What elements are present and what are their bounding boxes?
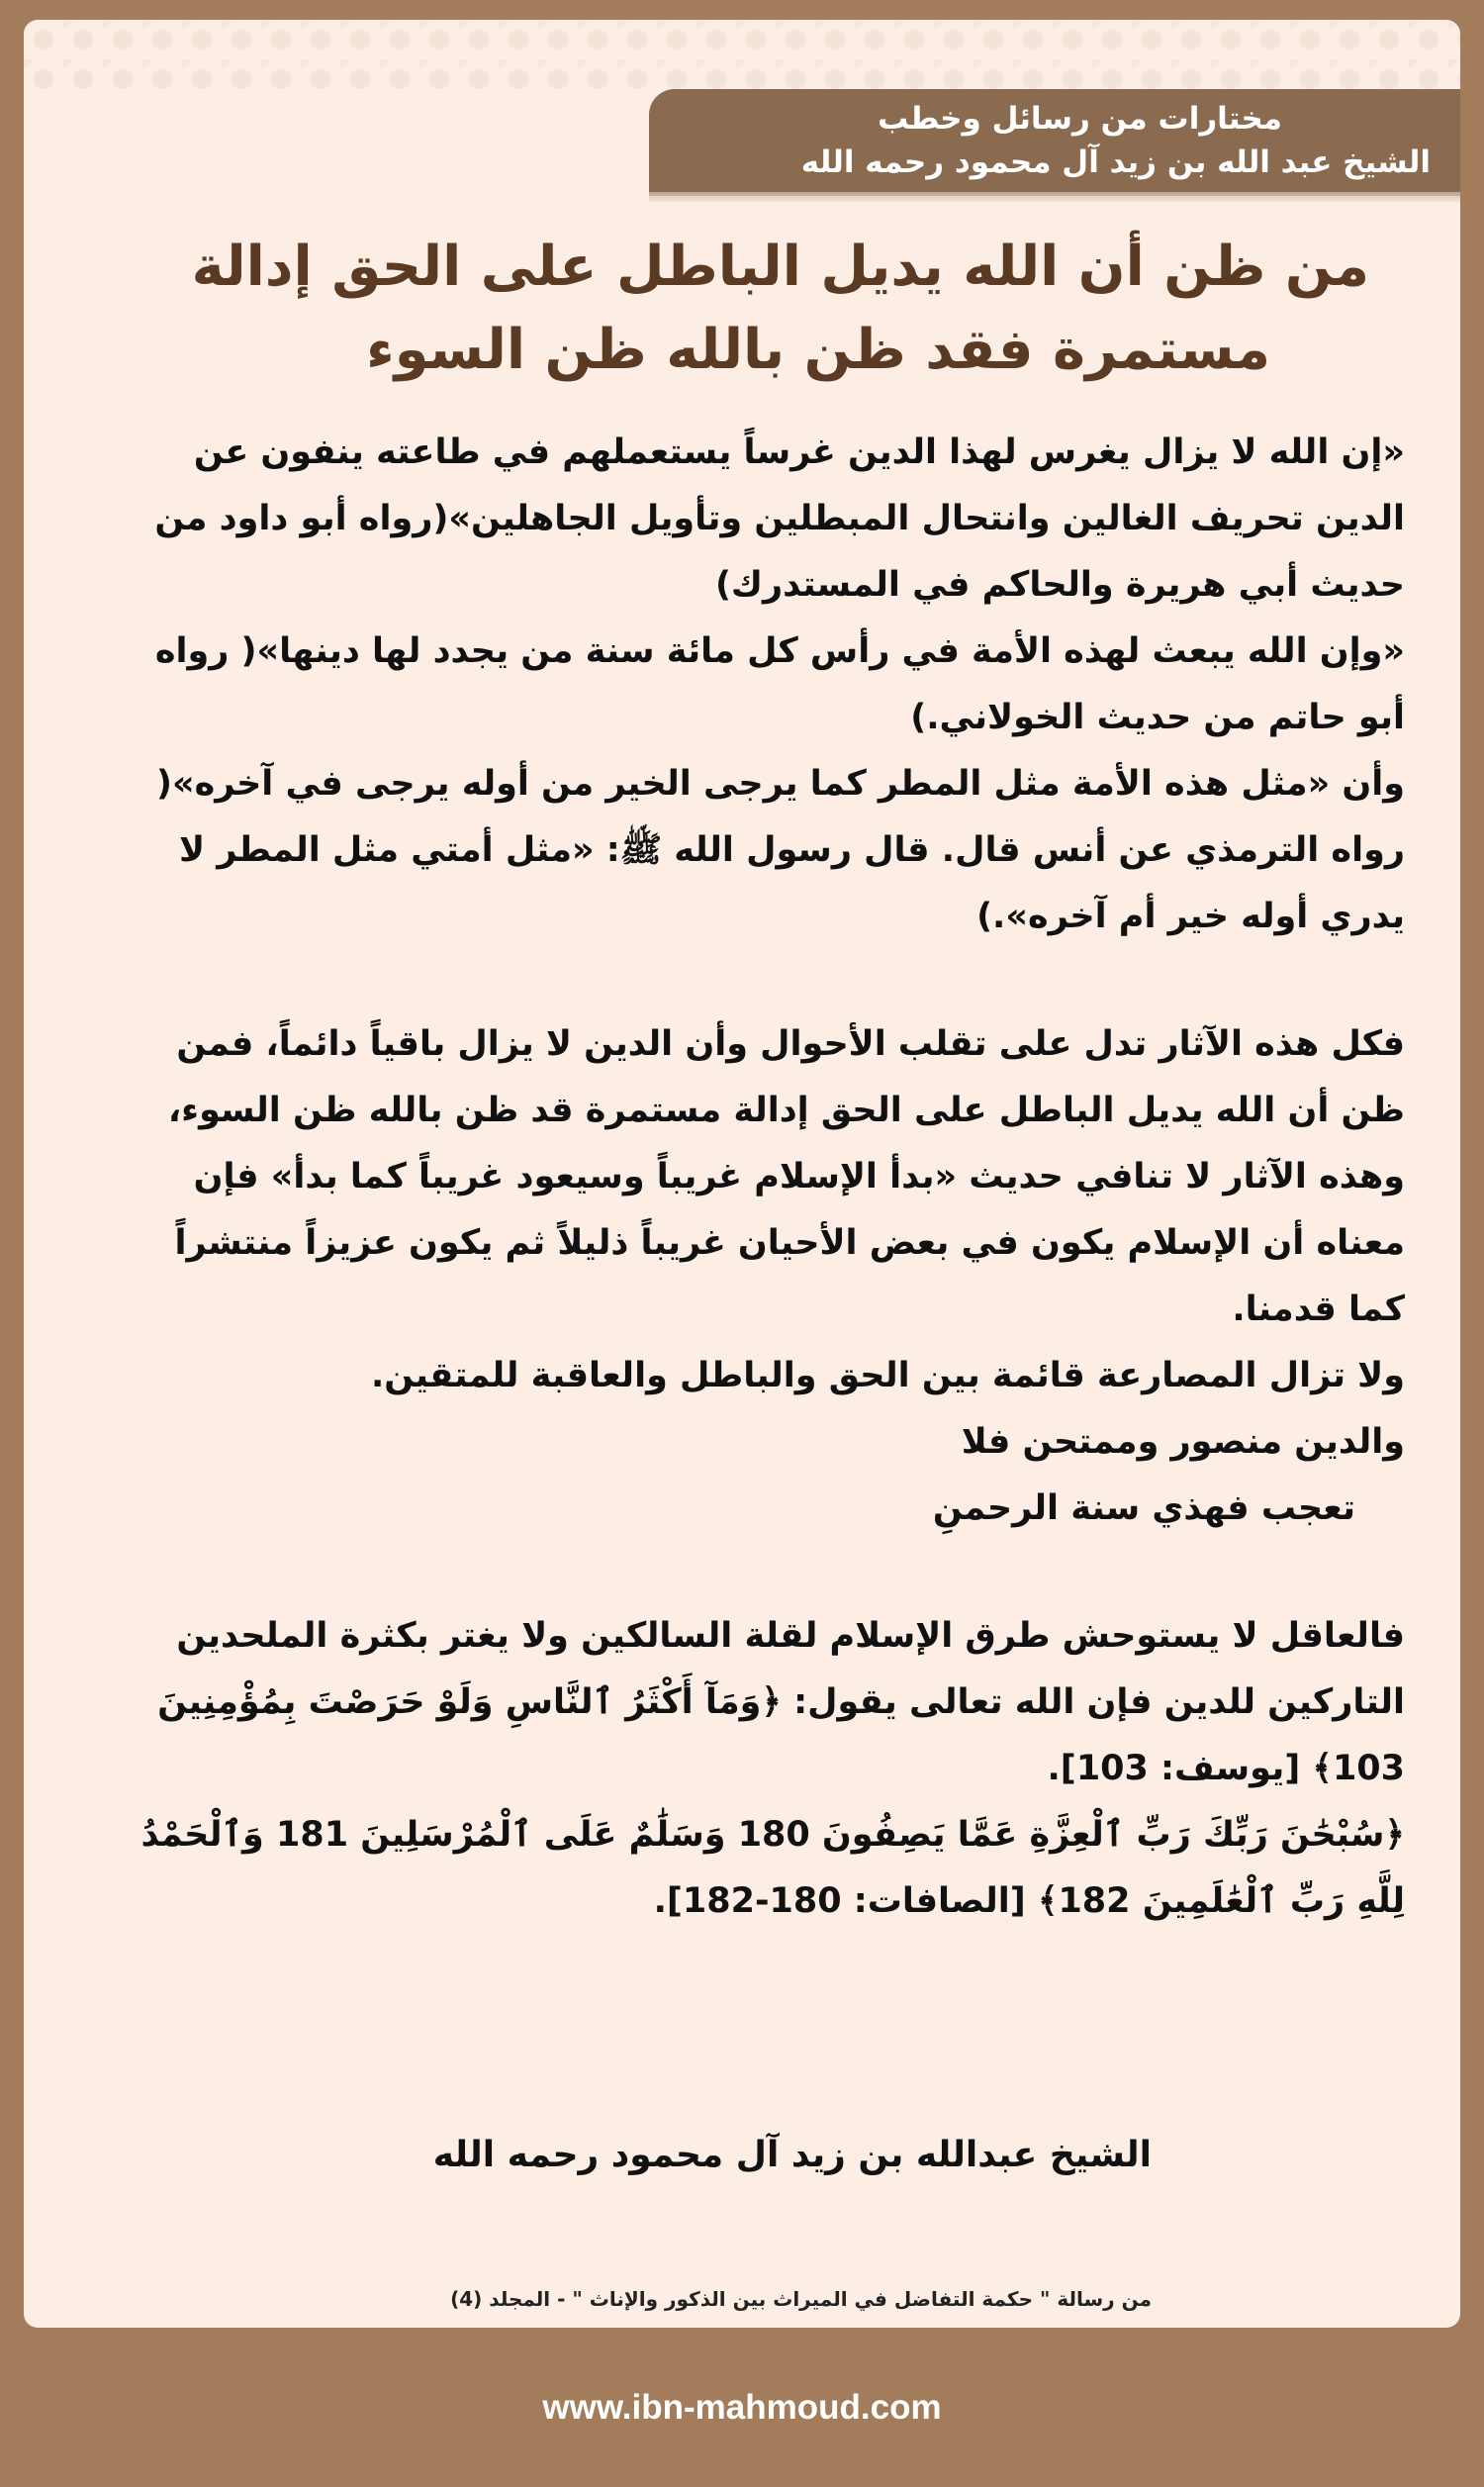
poem-line-2: تعجب فهذي سنة الرحمنِ (932, 1488, 1355, 1528)
paragraph-wise: فالعاقل لا يستوحش طرق الإسلام لقلة السالكين ولا يغتر بكثرة الملحدين التاركين للدين فإن الله تعالى يقول: ﴿وَمَآ أَكْثَرُ ٱلنَّاسِ وَلَوْ حَرَصْتَ بِمُؤْمِنِينَ 103﴾ [يوسف: 103]. (157, 1616, 1405, 1788)
poem-line-1: والدين منصور وممتحن فلا (961, 1422, 1405, 1462)
paragraph-gap (119, 950, 1405, 1011)
decorative-pattern (24, 20, 1460, 89)
paragraph-commentary: فكل هذه الآثار تدل على تقلب الأحوال وأن الدين لا يزال باقياً دائماً، فمن ظن أن الله يديل الباطل على الحق إدالة مستمرة قد ظن بالله ظن السوء، وهذه الآثار لا تنافي حديث «بدأ الإسلام غريباً وسيعود غريباً كما بدأ» فإن معناه أن الإسلام يكون في بعض الأحيان غريباً ذليلاً ثم يكون عزيزاً منتشراً كما قدمنا. (167, 1024, 1405, 1329)
paragraph-hadith-3: وأن «مثل هذه الأمة مثل المطر كما يرجى الخير من أوله يرجى في آخره»( رواه الترمذي عن أنس قال. قال رسول الله ﷺ: «مثل أمتي مثل المطر لا يدري أوله خير أم آخره».) (156, 764, 1405, 936)
paper-panel (24, 20, 1460, 2328)
header-band (649, 89, 1460, 192)
source-note: من رسالة " حكمة التفاضل في الميراث بين الذكور والإناث " - المجلد (4) (450, 2287, 1152, 2311)
paragraph-hadith-2: «وإن الله يبعث لهذه الأمة في رأس كل مائة سنة من يجدد لها دينها»( رواه أبو حاتم من حديث الخولاني.) (154, 631, 1405, 737)
page-title (142, 226, 1369, 392)
title-line-1: من ظن أن الله يديل الباطل على الحق إدالة (191, 235, 1369, 299)
paragraph-hadith-1: «إن الله لا يزال يغرس لهذا الدين غرساً يستعملهم في طاعته ينفون عن الدين تحريف الغالين وانتحال المبطلين وتأويل الجاهلين»(رواه أبو داود من حديث أبي هريرة والحاكم في المستدرك) (154, 432, 1405, 605)
article-body (119, 420, 1405, 1935)
paragraph-quran: ﴿سُبْحَٰنَ رَبِّكَ رَبِّ ٱلْعِزَّةِ عَمَّا يَصِفُونَ 180 وَسَلَٰمٌ عَلَى ٱلْمُرْسَلِينَ 181 وَٱلْحَمْدُ لِلَّهِ رَبِّ ٱلْعَٰلَمِينَ 182﴾ [الصافات: 180-182]. (140, 1815, 1405, 1921)
website-url: www.ibn-mahmoud.com (542, 2387, 942, 2427)
paragraph-gap (119, 1542, 1405, 1603)
header-text (679, 97, 1431, 184)
paragraph-struggle: ولا تزال المصارعة قائمة بين الحق والباطل والعاقبة للمتقين. (370, 1356, 1405, 1395)
author-signature: الشيخ عبدالله بن زيد آل محمود رحمه الله (432, 2135, 1152, 2175)
title-line-2: مستمرة فقد ظن بالله ظن السوء (366, 318, 1270, 382)
header-line-1: مختارات من رسائل وخطب (878, 101, 1282, 137)
header-line-2: الشيخ عبد الله بن زيد آل محمود رحمه الله (800, 144, 1431, 180)
